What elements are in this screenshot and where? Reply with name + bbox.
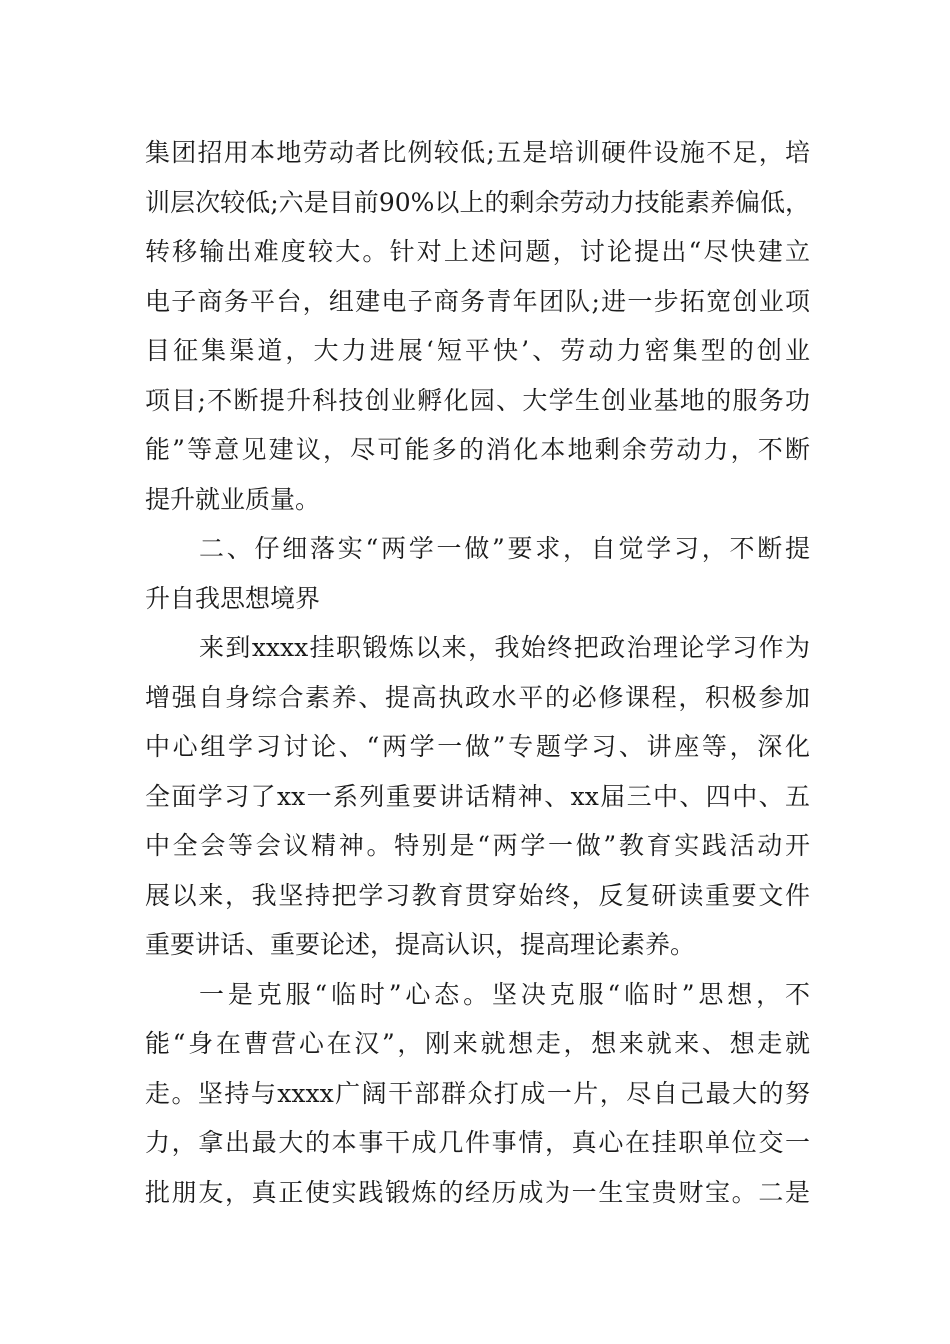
document-body <box>145 128 810 1217</box>
paragraph-start-line: 来到xxxx挂职锻炼以来，我始终把政治理论学习作为 <box>199 633 810 662</box>
text-line: 转移输出难度较大。针对上述问题，讨论提出“尽快建立 <box>145 237 810 266</box>
text-line: 集团招用本地劳动者比例较低;五是培训硬件设施不足，培 <box>145 138 810 167</box>
text-line: 目征集渠道，大力进展‘短平快’、劳动力密集型的创业 <box>145 336 810 365</box>
text-line: 中全会等会议精神。特别是“两学一做”教育实践活动开 <box>145 831 810 860</box>
text-line: 训层次较低;六是目前90%以上的剩余劳动力技能素养偏低， <box>145 187 810 217</box>
text-line: 电子商务平台，组建电子商务青年团队;进一步拓宽创业项 <box>145 286 810 316</box>
text-line: 展以来，我坚持把学习教育贯穿始终，反复研读重要文件 <box>145 880 810 910</box>
text-line: 能”等意见建议，尽可能多的消化本地剩余劳动力，不断 <box>145 435 810 464</box>
text-line: 中心组学习讨论、“两学一做”专题学习、讲座等，深化 <box>145 732 810 761</box>
section-heading-line: 二、仔细落实“两学一做”要求，自觉学习，不断提 <box>199 534 810 563</box>
text-line: 提升就业质量。 <box>145 484 321 514</box>
section-heading-line: 升自我思想境界 <box>145 583 321 613</box>
text-line: 能“身在曹营心在汉”，刚来就想走，想来就来、想走就 <box>145 1029 810 1058</box>
text-line: 增强自身综合素养、提高执政水平的必修课程，积极参加 <box>145 682 810 712</box>
text-line: 全面学习了xx一系列重要讲话精神、xx届三中、四中、五 <box>145 781 810 811</box>
text-line: 走。坚持与xxxx广阔干部群众打成一片，尽自己最大的努 <box>145 1078 810 1108</box>
text-line: 重要讲话、重要论述，提高认识，提高理论素养。 <box>145 930 696 959</box>
text-line: 批朋友，真正使实践锻炼的经历成为一生宝贵财宝。二是 <box>145 1177 810 1207</box>
paragraph-start-line: 一是克服“临时”心态。坚决克服“临时”思想，不 <box>199 979 810 1009</box>
text-line: 项目;不断提升科技创业孵化园、大学生创业基地的服务功 <box>145 385 810 415</box>
text-line: 力，拿出最大的本事干成几件事情，真心在挂职单位交一 <box>145 1128 810 1157</box>
